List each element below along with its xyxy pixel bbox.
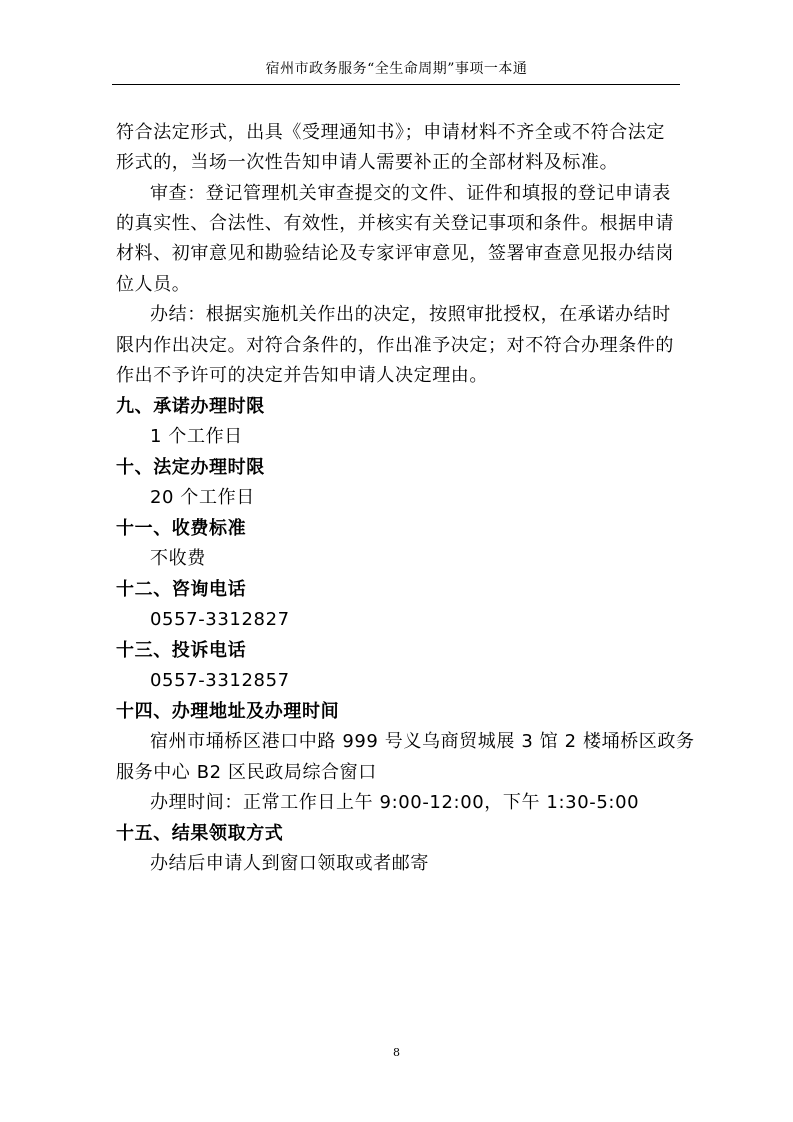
section-heading-legal-time: 十、法定办理时限 [116,457,265,478]
section-heading-result-collection: 十五、结果领取方式 [116,823,284,844]
result-collection-value: 办结后申请人到窗口领取或者邮寄 [150,853,429,874]
section-heading-complaint-phone: 十三、投诉电话 [116,640,247,661]
page-number: 8 [393,1046,400,1059]
body-text-line: 的真实性、合法性、有效性，并核实有关登记事项和条件。根据申请 [116,213,674,234]
legal-time-value: 20 个工作日 [150,487,255,508]
office-address-line: 服务中心 B2 区民政局综合窗口 [116,762,377,783]
body-text-line: 符合法定形式，出具《受理通知书》；申请材料不齐全或不符合法定 [116,122,665,143]
header-divider [112,84,680,85]
body-text-line: 位人员。 [116,274,191,295]
page-header-title: 宿州市政务服务“全生命周期”事项一本通 [265,61,528,77]
section-heading-promised-time: 九、承诺办理时限 [116,396,265,417]
section-heading-fee-standard: 十一、收费标准 [116,518,247,539]
office-address-line: 宿州市埇桥区港口中路 999 号义乌商贸城展 3 馆 2 楼埇桥区政务 [150,731,695,752]
body-text-line: 限内作出决定。对符合条件的，作出准予决定；对不符合办理条件的 [116,335,674,356]
promised-time-value: 1 个工作日 [150,426,243,447]
body-text-line: 材料、初审意见和勘验结论及专家评审意见，签署审查意见报办结岗 [116,243,674,264]
review-paragraph-start: 审查：登记管理机关审查提交的文件、证件和填报的登记申请表 [150,183,671,204]
body-text-line: 作出不予许可的决定并告知申请人决定理由。 [116,365,488,386]
section-heading-address-hours: 十四、办理地址及办理时间 [116,701,340,722]
consultation-phone-value: 0557-3312827 [150,609,290,630]
office-hours: 办理时间：正常工作日上午 9:00-12:00，下午 1:30-5:00 [150,792,640,813]
body-text-line: 形式的，当场一次性告知申请人需要补正的全部材料及标准。 [116,152,619,173]
completion-paragraph-start: 办结：根据实施机关作出的决定，按照审批授权，在承诺办结时 [150,304,671,325]
complaint-phone-value: 0557-3312857 [150,670,290,691]
section-heading-consultation-phone: 十二、咨询电话 [116,579,247,600]
fee-standard-value: 不收费 [150,548,206,569]
